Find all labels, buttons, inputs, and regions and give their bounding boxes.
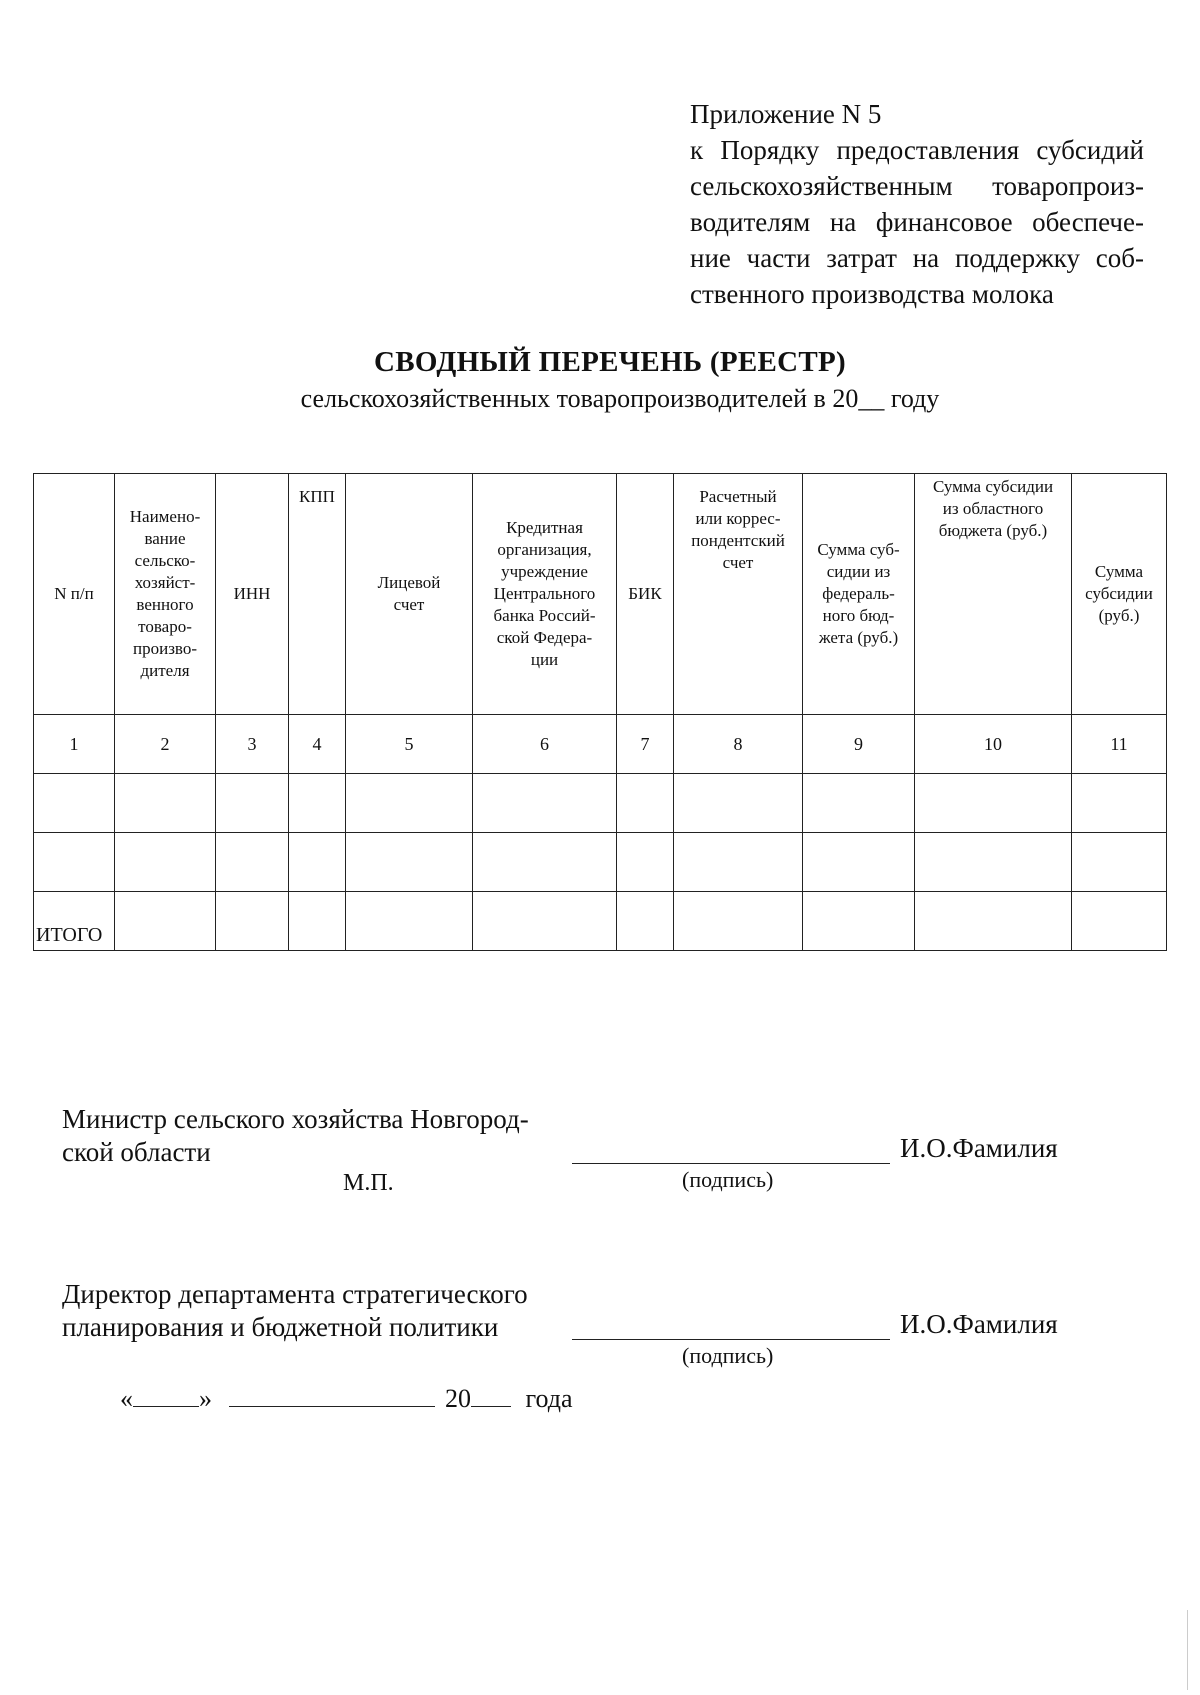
appendix-line-3: сельскохозяйственным товаропроиз- [690,171,1144,201]
scan-edge-mark [1187,1610,1188,1690]
table-cell[interactable] [115,774,216,833]
header-bik: БИК [617,474,674,715]
minister-title-line-2: ской области [62,1137,211,1167]
month-field[interactable] [229,1384,435,1407]
table-cell[interactable] [289,892,346,951]
table-cell[interactable] [346,892,473,951]
table-cell[interactable] [1072,892,1167,951]
table-cell[interactable] [915,892,1072,951]
column-number: 5 [346,715,473,774]
table-cell[interactable] [289,774,346,833]
director-signature-note: (подпись) [682,1343,774,1368]
appendix-line-2: к Порядку предоставления субсидий [690,135,1144,165]
table-cell[interactable] [473,774,617,833]
table-cell[interactable] [803,833,915,892]
header-personal-account: Лицевой счет [346,474,473,715]
table-cell[interactable] [346,774,473,833]
header-regional-subsidy: Сумма субсидии из областного бюджета (руб.) [915,474,1072,715]
column-number: 8 [674,715,803,774]
total-label: ИТОГО [34,892,115,951]
table-row [34,833,1167,892]
table-row [34,774,1167,833]
table-cell[interactable] [34,833,115,892]
table-cell[interactable] [803,774,915,833]
table-cell[interactable] [216,892,289,951]
document-subtitle: сельскохозяйственных товаропроизводителей в 20__ году [300,384,940,413]
table-cell[interactable] [346,833,473,892]
stamp-place-label: М.П. [343,1170,394,1196]
total-row [34,892,1167,951]
column-number: 6 [473,715,617,774]
header-producer-name: Наимено- вание сельско- хозяйст- венного товаро- произво- дителя [115,474,216,715]
column-number: 11 [1072,715,1167,774]
table-cell[interactable] [674,833,803,892]
director-title-line-1: Директор департамента стратегического [62,1279,528,1309]
table-cell[interactable] [1072,833,1167,892]
table-cell[interactable] [473,833,617,892]
year-prefix: 20 [445,1384,471,1413]
header-kpp: КПП [289,474,346,715]
table-cell[interactable] [617,774,674,833]
header-federal-subsidy: Сумма суб- сидии из федераль- ного бюд- жета (руб.) [803,474,915,715]
table-cell[interactable] [115,892,216,951]
appendix-block [690,96,1144,312]
table-cell[interactable] [803,892,915,951]
appendix-line-6: ственного производства молока [690,279,1054,309]
year-field[interactable] [471,1384,511,1407]
table-cell[interactable] [115,833,216,892]
header-credit-org: Кредитная организация, учреждение Центрального банка Россий- ской Федера- ции [473,474,617,715]
column-number-row [34,715,1167,774]
director-title-line-2: планирования и бюджетной политики [62,1312,499,1342]
minister-name: И.О.Фамилия [900,1133,1058,1163]
table-cell[interactable] [617,892,674,951]
date-close-quote: » [199,1384,212,1413]
appendix-line-4: водителям на финансовое обеспече- [690,207,1144,237]
appendix-line-5: ние части затрат на поддержку соб- [690,243,1144,273]
minister-signature-note: (подпись) [682,1167,774,1192]
column-number: 2 [115,715,216,774]
table-cell[interactable] [34,774,115,833]
appendix-line-1: Приложение N 5 [690,99,882,129]
header-inn: ИНН [216,474,289,715]
table-cell[interactable] [216,833,289,892]
table-cell[interactable] [216,774,289,833]
header-number: N п/п [34,474,115,715]
table-header-row [34,474,1167,715]
header-settlement-account: Расчетный или коррес- пондентский счет [674,474,803,715]
year-suffix: года [525,1384,573,1413]
column-number: 3 [216,715,289,774]
table-cell[interactable] [617,833,674,892]
table-cell[interactable] [915,774,1072,833]
director-signature-line[interactable] [572,1339,890,1340]
column-number: 1 [34,715,115,774]
header-total-subsidy: Сумма субсидии (руб.) [1072,474,1167,715]
minister-title-line-1: Министр сельского хозяйства Новгород- [62,1104,529,1134]
day-field[interactable] [133,1384,199,1407]
table-cell[interactable] [674,892,803,951]
document-title: СВОДНЫЙ ПЕРЕЧЕНЬ (РЕЕСТР) [374,346,846,378]
table-cell[interactable] [674,774,803,833]
director-name: И.О.Фамилия [900,1309,1058,1339]
column-number: 10 [915,715,1072,774]
date-line [120,1384,573,1414]
minister-signature-line[interactable] [572,1163,890,1164]
date-open-quote: « [120,1384,133,1413]
table-cell[interactable] [473,892,617,951]
table-cell[interactable] [915,833,1072,892]
registry-table [33,473,1167,951]
column-number: 9 [803,715,915,774]
table-cell[interactable] [1072,774,1167,833]
table-cell[interactable] [289,833,346,892]
column-number: 7 [617,715,674,774]
column-number: 4 [289,715,346,774]
